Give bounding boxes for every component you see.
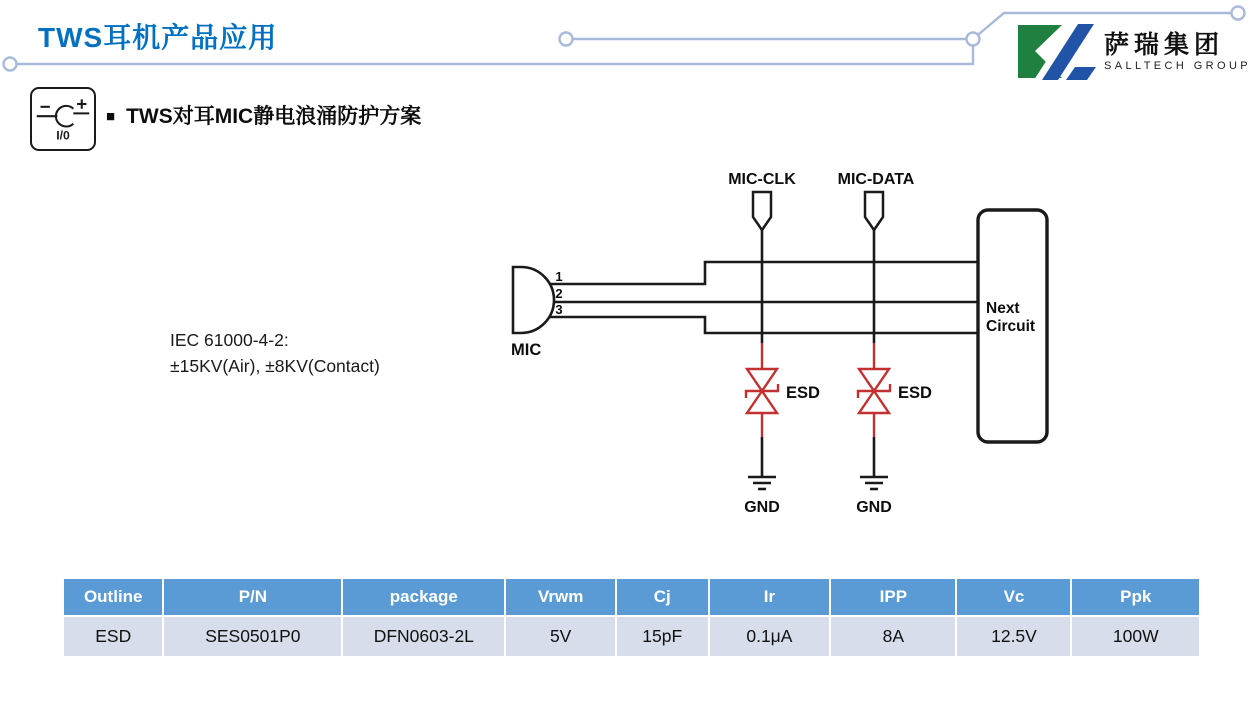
- cell-vc: 12.5V: [957, 617, 1070, 656]
- col-header-package: package: [343, 579, 504, 615]
- signal-drops: [762, 230, 874, 476]
- io-port-icon: [30, 87, 96, 151]
- io-icon-label: I/0: [56, 128, 70, 143]
- circuit-diagram: [480, 158, 1060, 524]
- company-logo-icon: [1018, 24, 1096, 80]
- col-header-pn: P/N: [164, 579, 341, 615]
- bullet-square-icon: ■: [106, 108, 116, 125]
- pin2-label: 2: [555, 286, 563, 301]
- esd2-label: ESD: [898, 384, 932, 402]
- mic-data-pin-icon: [865, 192, 883, 230]
- cell-cj: 15pF: [617, 617, 708, 656]
- iec-standard-note: [170, 327, 380, 379]
- mic-data-label: MIC-DATA: [837, 171, 915, 188]
- gnd1-label: GND: [744, 499, 780, 516]
- cell-outline: ESD: [64, 617, 162, 656]
- company-name-en: SALLTECH GROUP: [1104, 60, 1252, 72]
- spec-table: [62, 577, 1201, 658]
- section-heading-text: TWS对耳MIC静电浪涌防护方案: [126, 105, 422, 128]
- iec-standard-line2: ±15KV(Air), ±8KV(Contact): [170, 356, 380, 376]
- spec-table-data-row: [64, 617, 1199, 656]
- trace-node-left: [4, 58, 17, 71]
- col-header-vrwm: Vrwm: [506, 579, 615, 615]
- page-title: TWS耳机产品应用: [38, 22, 278, 53]
- pin1-label: 1: [555, 269, 563, 284]
- spec-table-header-row: [64, 579, 1199, 615]
- mic-symbol: [513, 267, 554, 333]
- gnd2-label: GND: [856, 499, 892, 516]
- col-header-vc: Vc: [957, 579, 1070, 615]
- col-header-cj: Cj: [617, 579, 708, 615]
- esd-diode-2-icon: [858, 343, 890, 437]
- esd-diode-1-icon: [746, 343, 778, 437]
- cell-vrwm: 5V: [506, 617, 615, 656]
- col-header-outline: Outline: [64, 579, 162, 615]
- gnd-symbol-2-icon: [860, 477, 888, 489]
- cell-ir: 0.1μA: [710, 617, 830, 656]
- trace-node-mid-right: [967, 33, 980, 46]
- cell-ppk: 100W: [1072, 617, 1199, 656]
- col-header-ir: Ir: [710, 579, 830, 615]
- cell-pn: SES0501P0: [164, 617, 341, 656]
- company-logo-text: [1104, 31, 1251, 73]
- esd1-label: ESD: [786, 384, 820, 402]
- io-symbol: [32, 89, 94, 149]
- pin3-label: 3: [555, 302, 563, 317]
- bus-wires: [549, 262, 978, 333]
- col-header-ppk: Ppk: [1072, 579, 1199, 615]
- next-circuit-label-line2: Circuit: [986, 318, 1036, 335]
- trace-node-mid-left: [560, 33, 573, 46]
- section-heading: [106, 104, 421, 130]
- gnd-symbol-1-icon: [748, 477, 776, 489]
- mic-clk-pin-icon: [753, 192, 771, 230]
- cell-ipp: 8A: [831, 617, 955, 656]
- company-name-cn: 萨瑞集团: [1104, 31, 1225, 59]
- cell-package: DFN0603-2L: [343, 617, 504, 656]
- col-header-ipp: IPP: [831, 579, 955, 615]
- next-circuit-label-line1: Next: [986, 300, 1020, 317]
- company-logo: [1018, 24, 1251, 80]
- mic-label: MIC: [511, 341, 542, 359]
- trace-node-right: [1232, 7, 1245, 20]
- iec-standard-line1: IEC 61000-4-2:: [170, 330, 289, 350]
- mic-clk-label: MIC-CLK: [728, 171, 796, 188]
